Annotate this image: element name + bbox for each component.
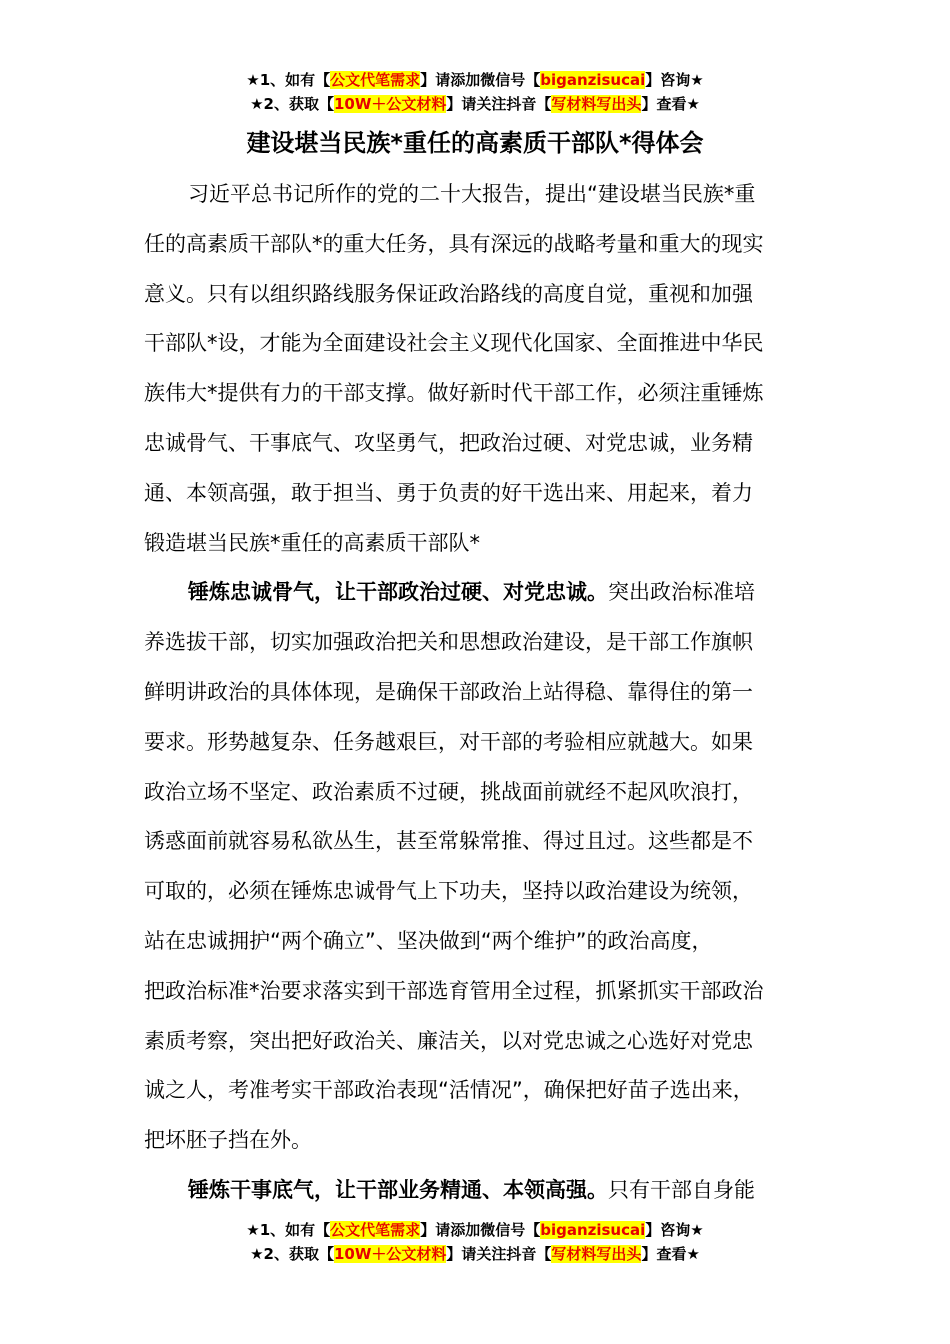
banner-highlight: biganzisucai xyxy=(540,71,646,89)
body-line: 意义。只有以组织路线服务保证政治路线的高度自觉，重视和加强 xyxy=(144,281,753,306)
section-heading-line xyxy=(144,568,844,618)
body-line: 素质考察，突出把好政治关、廉洁关，以对党忠诚之心选好对党忠 xyxy=(144,1028,753,1053)
body-line: 把坏胚子挡在外。 xyxy=(144,1128,312,1153)
body-line: 鲜明讲政治的具体体现，是确保干部政治上站得稳、靠得住的第一 xyxy=(144,679,753,704)
banner-text: ★2、获取【 xyxy=(250,1245,334,1263)
banner-highlight: 10W＋公文材料 xyxy=(333,95,447,113)
body-line: 诱惑面前就容易私欲丛生，甚至常躲常推、得过且过。这些都是不 xyxy=(144,829,753,854)
banner-text: 】查看★ xyxy=(641,95,700,113)
body-text: 突出政治标准培 xyxy=(608,580,755,605)
body-line: 忠诚骨气、干事底气、攻坚勇气，把政治过硬、对党忠诚，业务精 xyxy=(144,430,753,455)
section-heading: 锤炼忠诚骨气，让干部政治过硬、对党忠诚。 xyxy=(188,580,608,605)
body-line: 习近平总书记所作的党的二十大报告，提出“建设堪当民族*重 xyxy=(188,182,756,206)
body-line: 干部队*设，才能为全面建设社会主义现代化国家、全面推进中华民 xyxy=(144,331,764,356)
body-line: 站在忠诚拥护“两个确立”、坚决做到“两个维护”的政治高度， xyxy=(144,928,713,953)
banner-highlight: biganzisucai xyxy=(540,1221,646,1239)
banner-text: ★2、获取【 xyxy=(250,95,334,113)
banner-text: ★1、如有【 xyxy=(246,1221,331,1239)
section-heading: 锤炼干事底气，让干部业务精通、本领高强。 xyxy=(188,1177,608,1202)
body-line: 政治立场不坚定、政治素质不过硬，挑战面前就经不起风吹浪打， xyxy=(144,779,753,804)
body-text: 只有干部自身能 xyxy=(608,1177,755,1202)
banner-text: ★1、如有【 xyxy=(246,71,331,89)
body-line: 养选拔干部，切实加强政治把关和思想政治建设，是干部工作旗帜 xyxy=(144,630,753,655)
banner-highlight: 写材料写出头 xyxy=(551,1245,642,1263)
bottom-banner xyxy=(0,1218,950,1266)
banner-highlight: 公文代笔需求 xyxy=(330,71,421,89)
banner-text: 】请关注抖音【 xyxy=(446,95,552,113)
body-line: 把政治标准*治要求落实到干部选育管用全过程，抓紧抓实干部政治 xyxy=(144,978,764,1003)
banner-text: 】查看★ xyxy=(641,1245,700,1263)
top-banner xyxy=(0,68,950,116)
banner-line-2 xyxy=(0,92,950,116)
body-line: 诚之人，考准考实干部政治表现“活情况”，确保把好苗子选出来， xyxy=(144,1078,754,1103)
banner-line-2 xyxy=(0,1242,950,1266)
body-line: 通、本领高强，敢于担当、勇于负责的好干选出来、用起来，着力 xyxy=(144,480,753,505)
banner-highlight: 写材料写出头 xyxy=(551,95,642,113)
banner-text: 】咨询★ xyxy=(645,71,704,89)
banner-text: 】咨询★ xyxy=(645,1221,704,1239)
document-body xyxy=(144,170,844,1216)
banner-highlight: 10W＋公文材料 xyxy=(333,1245,447,1263)
banner-highlight: 公文代笔需求 xyxy=(330,1221,421,1239)
banner-text: 】请添加微信号【 xyxy=(420,71,541,89)
banner-line-1 xyxy=(0,68,950,92)
body-line: 可取的，必须在锤炼忠诚骨气上下功夫，坚持以政治建设为统领， xyxy=(144,879,753,904)
banner-line-1 xyxy=(0,1218,950,1242)
banner-text: 】请关注抖音【 xyxy=(446,1245,552,1263)
section-heading-line xyxy=(144,1166,844,1216)
body-line: 任的高素质干部队*的重大任务，具有深远的战略考量和重大的现实 xyxy=(144,231,764,256)
body-line: 要求。形势越复杂、任务越艰巨，对干部的考验相应就越大。如果 xyxy=(144,729,753,754)
banner-text: 】请添加微信号【 xyxy=(420,1221,541,1239)
document-title: 建设堪当民族*重任的高素质干部队*得体会 xyxy=(246,129,704,157)
body-line: 族伟大*提供有力的干部支撑。做好新时代干部工作，必须注重锤炼 xyxy=(144,381,764,406)
body-line: 锻造堪当民族*重任的高素质干部队* xyxy=(144,530,480,555)
